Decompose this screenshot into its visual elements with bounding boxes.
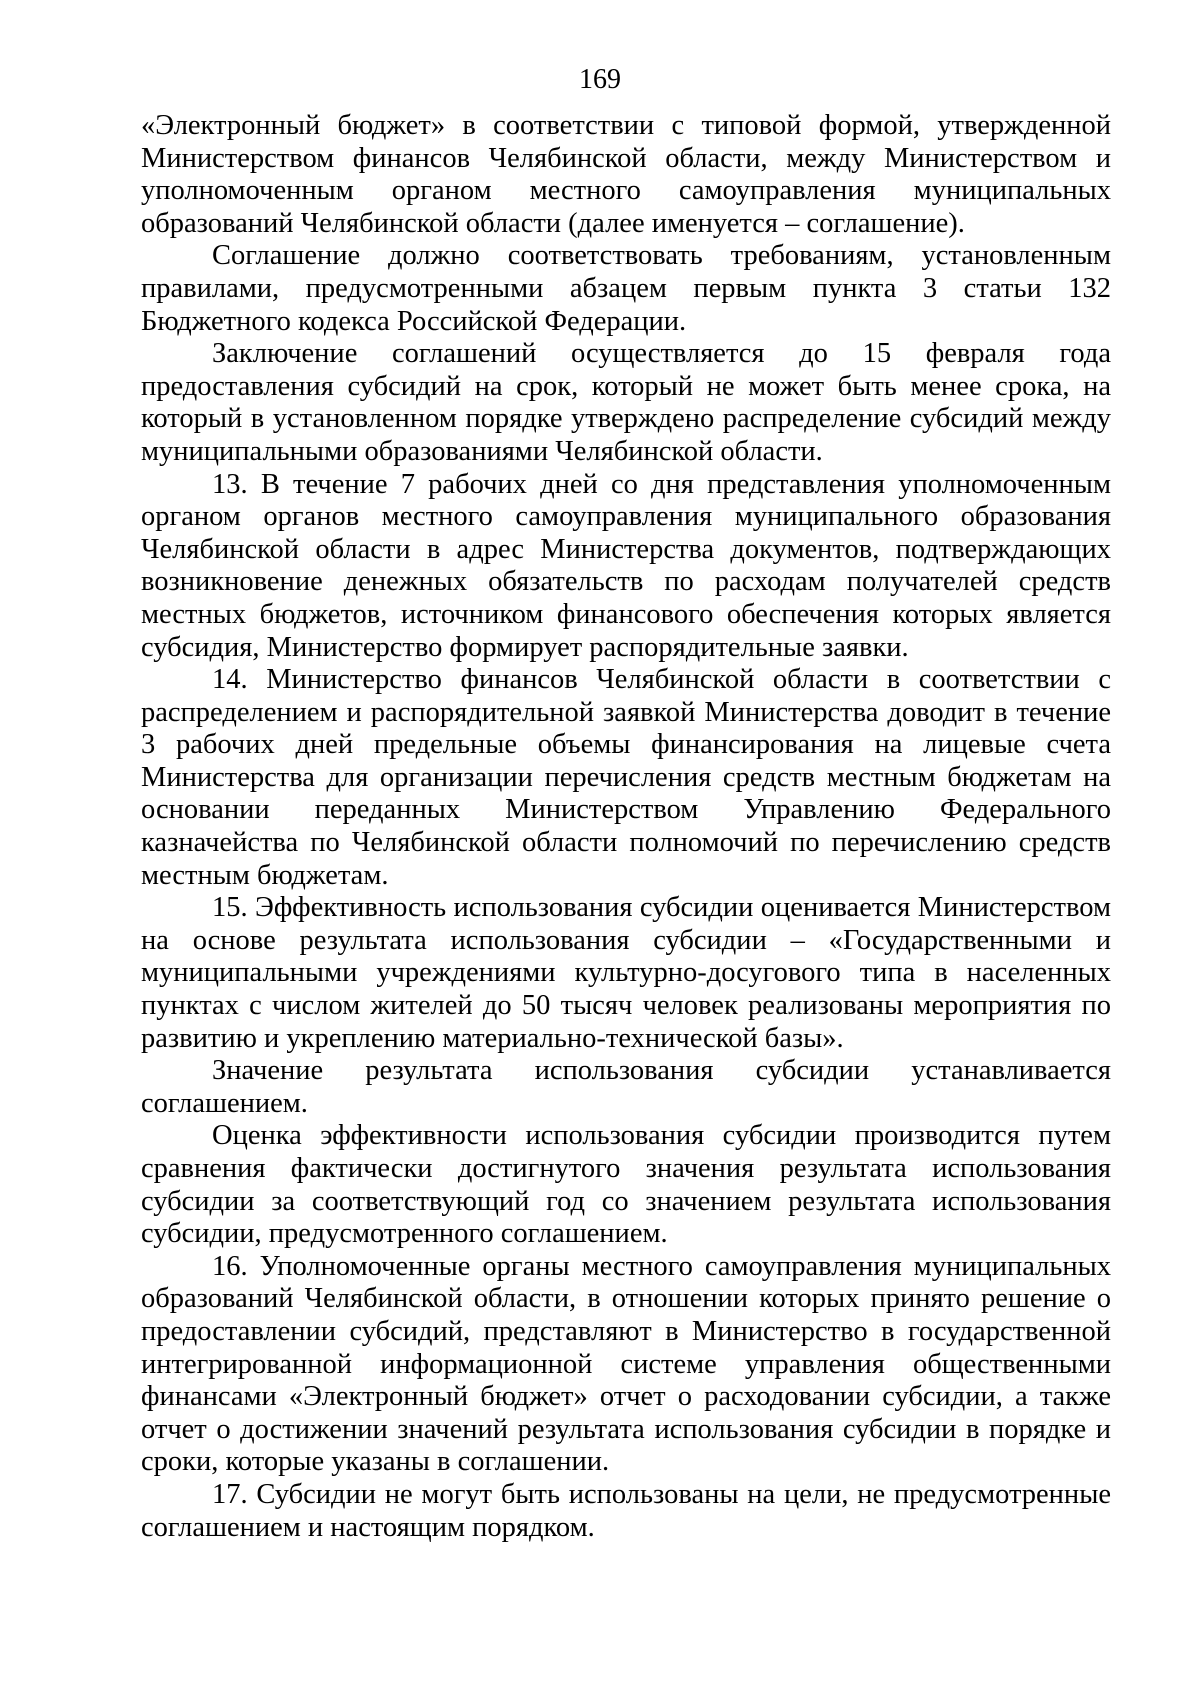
paragraph-agreement-intro: «Электронный бюджет» в соответствии с типовой формой, утвержденной Министерством финансов Челябинской области, между Министерством и уполномоченным органом местного самоуправления муниципальных образований Челябинской области (далее именуется – соглашение). [141,110,1111,239]
paragraph-result-value: Значение результата использования субсидии устанавливается соглашением. [141,1055,1111,1119]
paragraph-agreement-requirements: Соглашение должно соответствовать требованиям, установленным правилами, предусмотренными абзацем первым пункта 3 статьи 132 Бюджетного кодекса Российской Федерации. [141,240,1111,337]
paragraph-item-14: 14. Министерство финансов Челябинской области в соответствии с распределением и распорядительной заявкой Министерства доводит в течение 3 рабочих дней предельные объемы финансирования на лицевые счета Министерства для организации перечисления средств местным бюджетам на основании переданных Министерством Управлению Федерального казначейства по Челябинской области полномочий по перечислению средств местным бюджетам. [141,664,1111,891]
paragraph-item-16: 16. Уполномоченные органы местного самоуправления муниципальных образований Челябинской области, в отношении которых принято решение о предоставлении субсидий, представляют в Министерство в государственной интегрированной информационной системе управления общественными финансами «Электронный бюджет» отчет о расходовании субсидии, а также отчет о достижении значений результата использования субсидии в порядке и сроки, которые указаны в соглашении. [141,1250,1111,1478]
page-number: 169 [579,64,621,95]
paragraph-agreement-deadline: Заключение соглашений осуществляется до 15 февраля года предоставления субсидий на срок, который не может быть менее срока, на который в установленном порядке утверждено распределение субсидий между муниципальными образованиями Челябинской области. [141,338,1111,467]
paragraph-efficiency-evaluation: Оценка эффективности использования субсидии производится путем сравнения фактически достигнутого значения результата использования субсидии за соответствующий год со значением результата использования субсидии, предусмотренного соглашением. [141,1120,1111,1250]
paragraph-item-13: 13. В течение 7 рабочих дней со дня представления уполномоченным органом органов местного самоуправления муниципального образования Челябинской области в адрес Министерства документов, подтверждающих возникновение денежных обязательств по расходам получателей средств местных бюджетов, источником финансового обеспечения которых является субсидия, Министерство формирует распорядительные заявки. [141,468,1111,663]
paragraph-item-17: 17. Субсидии не могут быть использованы на цели, не предусмотренные соглашением и настоящим порядком. [141,1478,1111,1543]
paragraph-item-15: 15. Эффективность использования субсидии оценивается Министерством на основе результата использования субсидии – «Государственными и муниципальными учреждениями культурно-досугового типа в населенных пунктах с числом жителей до 50 тысяч человек реализованы мероприятия по развитию и укреплению материально-технической базы». [141,892,1111,1054]
document-body [141,110,1111,1544]
